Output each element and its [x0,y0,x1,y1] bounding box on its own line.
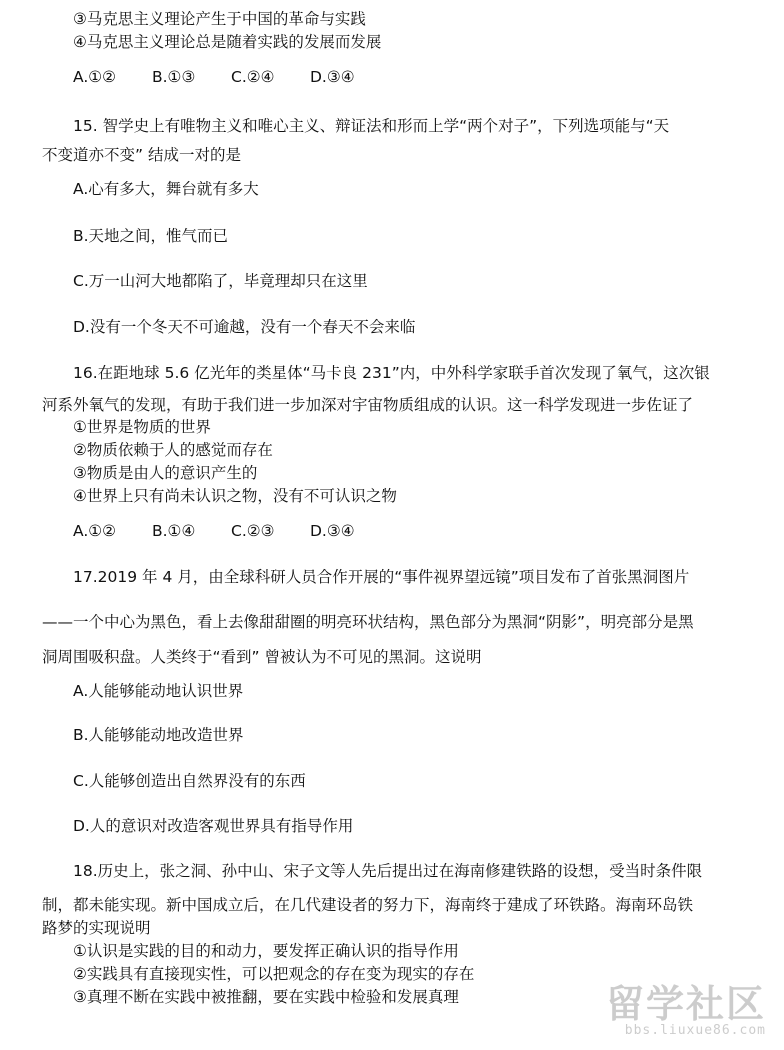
q16-statement-1: ①世界是物质的世界 [73,418,211,436]
q15-option-d: D.没有一个冬天不可逾越，没有一个春天不会来临 [73,318,416,336]
q14-statement-4: ④马克思主义理论总是随着实践的发展而发展 [73,33,382,51]
q15-option-c: C.万一山河大地都陷了，毕竟理却只在这里 [73,272,368,290]
q14-option-d: D.③④ [310,68,355,86]
q16-stem-line-1: 16.在距地球 5.6 亿光年的类星体“马卡良 231”内，中外科学家联手首次发现了氧气，这次银 [73,364,710,382]
q15-option-b: B.天地之间，惟气而已 [73,227,229,245]
q15-stem-line-1: 15. 智学史上有唯物主义和唯心主义、辩证法和形而上学“两个对子”，下列选项能与“天 [73,117,670,135]
q15-option-a: A.心有多大，舞台就有多大 [73,180,259,198]
q16-option-c: C.②③ [231,522,275,540]
watermark-url: bbs.liuxue86.com [624,1023,766,1038]
q16-statement-4: ④世界上只有尚未认识之物，没有不可认识之物 [73,487,397,505]
q17-stem-line-3: 洞周围吸积盘。人类终于“看到” 曾被认为不可见的黑洞。这说明 [42,648,482,666]
q17-option-b: B.人能够能动地改造世界 [73,726,244,744]
q16-options [73,520,355,542]
q16-option-a: A.①② [73,522,117,540]
q16-option-b: B.①④ [152,522,196,540]
q14-statement-3: ③马克思主义理论产生于中国的革命与实践 [73,10,366,28]
q18-statement-1: ①认识是实践的目的和动力，要发挥正确认识的指导作用 [73,942,459,960]
q17-option-c: C.人能够创造出自然界没有的东西 [73,772,306,790]
q18-stem-line-2: 制，都未能实现。新中国成立后，在几代建设者的努力下，海南终于建成了环铁路。海南环岛铁 [42,896,694,914]
q17-stem-line-1: 17.2019 年 4 月，由全球科研人员合作开展的“事件视界望远镜”项目发布了首张黑洞图片 [73,568,690,586]
q18-stem-line-1: 18.历史上，张之洞、孙中山、宋子文等人先后提出过在海南修建铁路的设想，受当时条件限 [73,862,703,880]
q17-option-a: A.人能够能动地认识世界 [73,682,244,700]
q18-statement-3: ③真理不断在实践中被推翻，要在实践中检验和发展真理 [73,988,459,1006]
q18-stem-line-3: 路梦的实现说明 [42,919,151,937]
q15-stem-line-2: 不变道亦不变” 结成一对的是 [42,146,241,164]
q14-option-b: B.①③ [152,68,196,86]
q16-statement-3: ③物质是由人的意识产生的 [73,464,258,482]
q14-option-a: A.①② [73,68,117,86]
q14-option-c: C.②④ [231,68,275,86]
watermark [606,984,766,1038]
q16-stem-line-2: 河系外氧气的发现，有助于我们进一步加深对宇宙物质组成的认识。这一科学发现进一步佐证了 [42,396,694,414]
q17-stem-line-2: ——一个中心为黑色，看上去像甜甜圈的明亮环状结构，黑色部分为黑洞“阴影”，明亮部分是黑 [42,613,694,631]
q18-statement-2: ②实践具有直接现实性，可以把观念的存在变为现实的存在 [73,965,475,983]
watermark-logo: 留学社区 [605,982,766,1026]
q16-statement-2: ②物质依赖于人的感觉而存在 [73,441,273,459]
q17-option-d: D.人的意识对改造客观世界具有指导作用 [73,817,354,835]
q16-option-d: D.③④ [310,522,355,540]
q14-options [73,66,355,88]
